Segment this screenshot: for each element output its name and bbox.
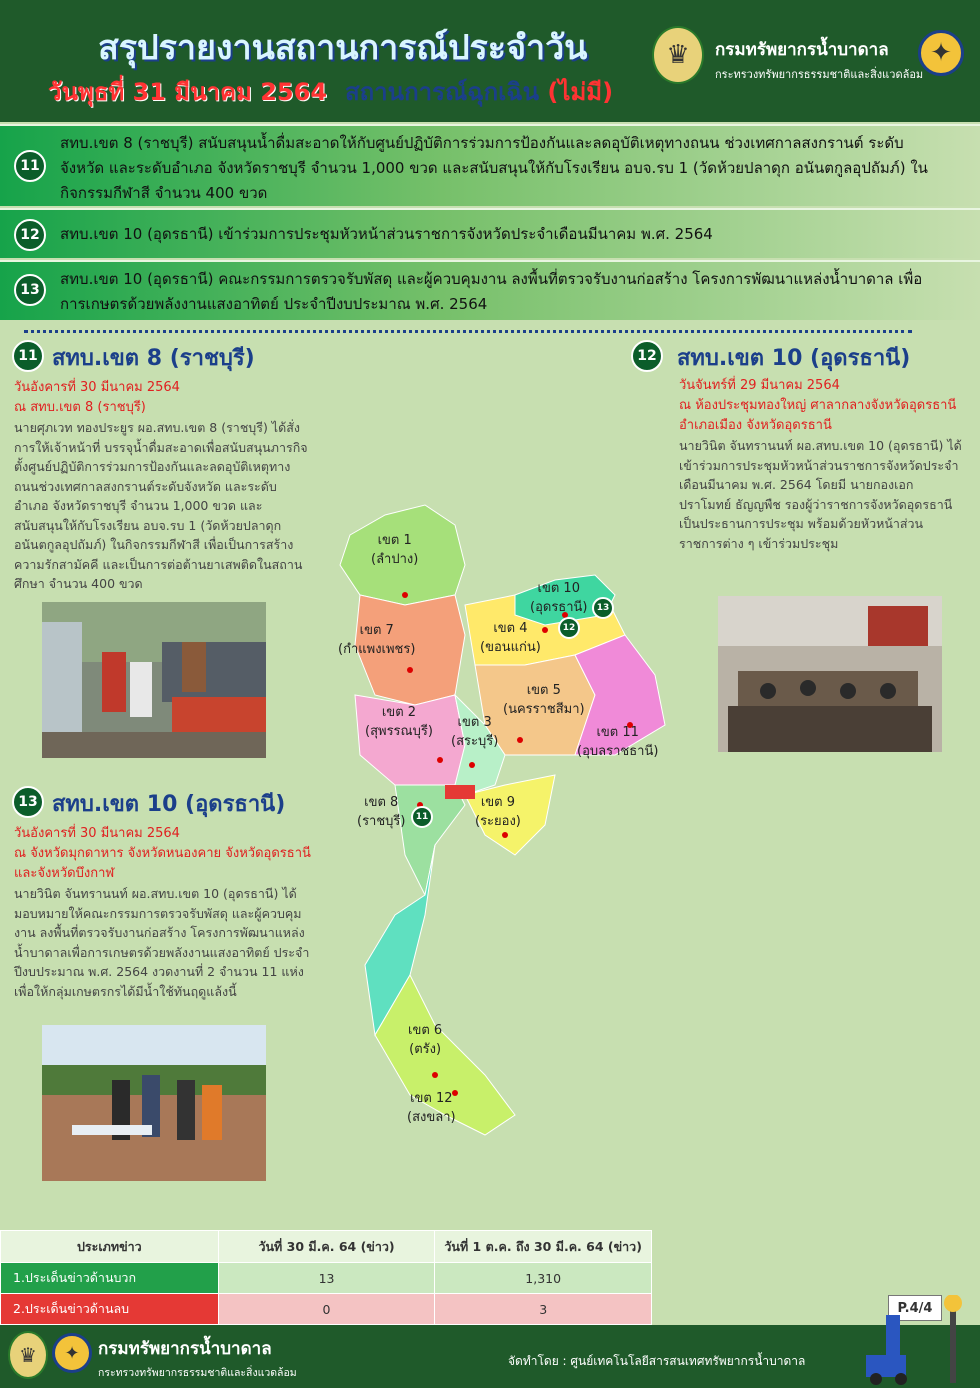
news-text: สทบ.เขต 10 (อุดรธานี) คณะกรรมการตรวจรับพัสดุ และผู้ควบคุมงาน ลงพื้นที่ตรวจรับงานก่อสร้าง โครงการพัฒนาแหล่งน้ำบาดาล เพื่อการเกษตรด้วยพลังงานแสงอาทิตย์ ประจำปีงบประมาณ พ.ศ. 2564 — [60, 270, 923, 313]
table-header-cell: วันที่ 30 มี.ค. 64 (ข่าว) — [218, 1231, 435, 1263]
news-item — [0, 124, 980, 206]
table-cell: 3 — [435, 1294, 652, 1325]
ministry-seal-icon: ✦ — [918, 30, 964, 76]
map-zone-label: เขต 9 (ระยอง) — [475, 795, 521, 829]
map-zone-label: เขต 4 (ขอนแก่น) — [480, 621, 541, 655]
table-header-cell: ประเภทข่าว — [1, 1231, 219, 1263]
news-number-badge: 13 — [14, 274, 46, 306]
news-item — [0, 208, 980, 258]
table-cell: 1.ประเด็นข่าวด้านบวก — [1, 1263, 219, 1294]
news-number-badge: 11 — [14, 150, 46, 182]
section-number-badge: 13 — [12, 786, 44, 818]
section-date: วันอังคารที่ 30 มีนาคม 2564 — [14, 380, 180, 395]
section-title: สทบ.เขต 10 (อุดรธานี) — [677, 346, 911, 371]
section-date: วันจันทร์ที่ 29 มีนาคม 2564 — [679, 378, 840, 393]
section-title: สทบ.เขต 10 (อุดรธานี) — [52, 792, 286, 817]
footer-banner — [0, 1325, 980, 1388]
section-date: วันอังคารที่ 30 มีนาคม 2564 — [14, 826, 180, 841]
drilling-rig-icon — [846, 1295, 976, 1388]
news-text: สทบ.เขต 8 (ราชบุรี) สนับสนุนน้ำดื่มสะอาดให้กับศูนย์ปฏิบัติการร่วมการป้องกันและลดอุบัติเหตุทางถนน ช่วงเทศกาลสงกรานต์ ระดับจังหวัด และระดับอำเภอ จังหวัดราชบุรี จำนวน 1,000 ขวด และสนับสนุนให้กับโรงเรียน อบจ.รบ 1 (วัดห้วยปลาดุก อนันตกูลอุปถัมภ์) ในกิจกรรมกีฬาสี จำนวน 400 ขวด — [60, 134, 928, 202]
table-row — [1, 1294, 652, 1325]
header-banner — [0, 0, 980, 122]
table-header-cell: วันที่ 1 ต.ค. ถึง 30 มี.ค. 64 (ข่าว) — [435, 1231, 652, 1263]
news-summary-table — [0, 1230, 652, 1325]
report-date: วันพุธที่ 31 มีนาคม 2564 — [48, 78, 328, 106]
emergency-status — [345, 72, 613, 111]
page-number: P.4/4 — [888, 1295, 942, 1321]
report-title: สรุปรายงานสถานการณ์ประจำวัน — [98, 28, 588, 68]
map-marker-badge: 11 — [411, 806, 433, 828]
ministry-seal-icon: ✦ — [52, 1333, 92, 1373]
map-zone-label: เขต 5 (นครราชสีมา) — [503, 683, 585, 717]
table-header-row — [1, 1231, 652, 1263]
map-zone-label: เขต 3 (สระบุรี) — [451, 715, 499, 749]
map-zone-label: เขต 6 (ตรัง) — [408, 1023, 443, 1057]
map-zone-label: เขต 10 (อุดรธานี) — [530, 581, 588, 615]
section-title: สทบ.เขต 8 (ราชบุรี) — [52, 346, 255, 371]
map-marker-badge: 12 — [558, 617, 580, 639]
map-zone-label: เขต 8 (ราชบุรี) — [357, 795, 406, 829]
section-place: ณ ห้องประชุมทองใหญ่ ศาลากลางจังหวัดอุดรธานี อำเภอเมือง จังหวัดอุดรธานี — [679, 398, 957, 433]
header-org-name: กรมทรัพยากรน้ำบาดาล — [715, 40, 889, 60]
section-place: ณ สทบ.เขต 8 (ราชบุรี) — [14, 400, 146, 415]
meeting-room-photo — [718, 596, 942, 752]
table-cell: 1,310 — [435, 1263, 652, 1294]
header-org — [715, 36, 923, 83]
section-number-badge: 12 — [631, 340, 663, 372]
solar-pump-inspection-photo — [42, 1025, 266, 1181]
table-cell: 13 — [218, 1263, 435, 1294]
news-text: สทบ.เขต 10 (อุดรธานี) เข้าร่วมการประชุมหัวหน้าส่วนราชการจังหวัดประจำเดือนมีนาคม พ.ศ. 2564 — [60, 225, 713, 243]
dotted-divider — [24, 330, 912, 333]
map-zone-label: เขต 7 (กำแพงเพชร) — [338, 623, 416, 657]
table-cell: 0 — [218, 1294, 435, 1325]
map-zone-label: เขต 2 (สุพรรณบุรี) — [365, 705, 433, 739]
table-row — [1, 1263, 652, 1294]
table-cell: 2.ประเด็นข่าวด้านลบ — [1, 1294, 219, 1325]
section-body: นายวินิต จันทรานนท์ ผอ.สทบ.เขต 10 (อุดรธานี) ได้เข้าร่วมการประชุมหัวหน้าส่วนราชการจังหวัดประจำเดือนมีนาคม พ.ศ. 2564 โดยมี นายกองเอก ปราโมทย์ ธัญญพืช รองผู้ว่าราชการจังหวัดอุดรธานี เป็นประธานการประชุม พร้อมด้วยหัวหน้าส่วนราชการต่าง ๆ เข้าร่วมประชุม — [679, 438, 962, 551]
news-item — [0, 260, 980, 320]
section-number-badge: 11 — [12, 340, 44, 372]
section-body: นายศุภเวท ทองประยูร ผอ.สทบ.เขต 8 (ราชบุรี) ได้สั่งการให้เจ้าหน้าที่ บรรจุน้ำดื่มสะอาดเพื่อสนับสนุนภารกิจตั้งศูนย์ปฏิบัติการร่วมการป้องกันและลดอุบัติเหตุทางถนนช่วงเทศกาลสงกรานต์ระดับจังหวัด และระดับอำเภอ จังหวัดราชบุรี จำนวน 1,000 ขวด และสนับสนุนให้กับโรงเรียน อบจ.รบ 1 (วัดห้วยปลาดุก อนันตกูลอุปถัมภ์) ในกิจกรรมกีฬาสี เพื่อเป็นการสร้างความรักสามัคคี และเป็นการต่อต้านยาเสพติดในสถานศึกษา จำนวน 400 ขวด — [14, 420, 308, 591]
footer-org — [98, 1335, 297, 1381]
footer-org-ministry: กระทรวงทรัพยากรธรรมชาติและสิ่งแวดล้อม — [98, 1367, 297, 1379]
map-zone-label: เขต 11 (อุบลราชธานี) — [577, 725, 659, 759]
section-place: ณ จังหวัดมุกดาหาร จังหวัดหนองคาย จังหวัดอุดรธานี และจังหวัดบึงกาฬ — [14, 846, 311, 881]
news-number-badge: 12 — [14, 219, 46, 251]
emergency-value: (ไม่มี) — [547, 78, 614, 106]
header-org-ministry: กระทรวงทรัพยากรธรรมชาติและสิ่งแวดล้อม — [715, 68, 924, 81]
department-emblem-icon: ♛ — [8, 1331, 48, 1379]
map-zone-label: เขต 12 (สงขลา) — [407, 1091, 456, 1125]
water-delivery-photo — [42, 602, 266, 758]
map-marker-badge: 13 — [592, 597, 614, 619]
thailand-region-map — [315, 495, 670, 1160]
section-body: นายวินิต จันทรานนท์ ผอ.สทบ.เขต 10 (อุดรธานี) ได้มอบหมายให้คณะกรรมการตรวจรับพัสดุ และผู้ควบคุมงาน ลงพื้นที่ตรวจรับงานก่อสร้าง โครงการพัฒนาแหล่งน้ำบาดาลเพื่อการเกษตรด้วยพลังงานแสงอาทิตย์ ประจำปีงบประมาณ พ.ศ. 2564 งวดงานที่ 2 จำนวน 11 แห่ง เพื่อให้กลุ่มเกษตรกรได้มีน้ำใช้ทันฤดูแล้งนี้ — [14, 886, 310, 999]
emergency-label: สถานการณ์ฉุกเฉิน — [345, 78, 540, 106]
footer-org-name: กรมทรัพยากรน้ำบาดาล — [98, 1339, 272, 1359]
footer-credit: จัดทำโดย : ศูนย์เทคโนโลยีสารสนเทศทรัพยากรน้ำบาดาล — [508, 1354, 806, 1368]
map-zone-label: เขต 1 (ลำปาง) — [371, 533, 419, 567]
department-emblem-icon: ♛ — [652, 26, 704, 84]
